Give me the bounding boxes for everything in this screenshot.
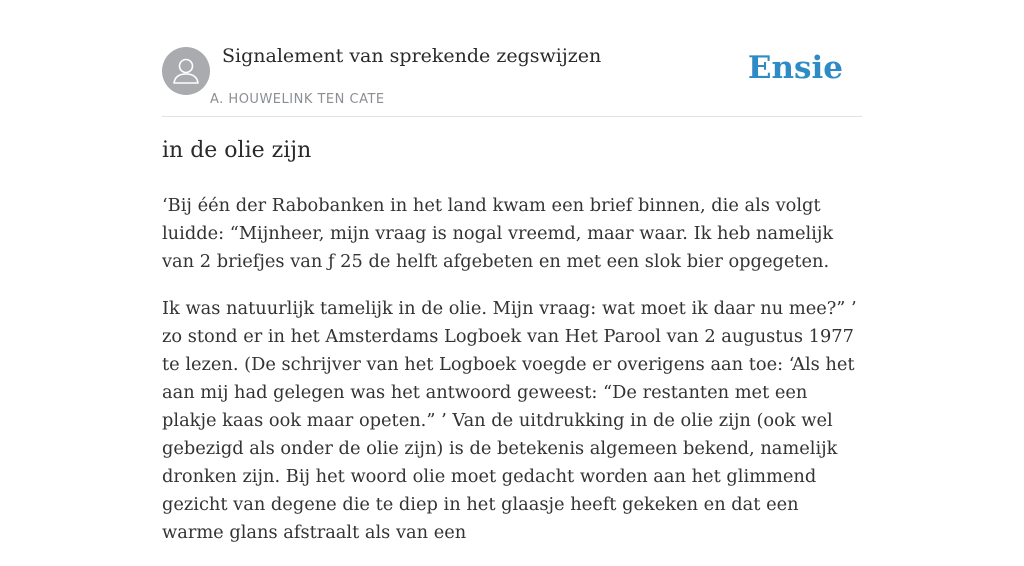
body-paragraph: ‘Bij één der Rabobanken in het land kwam een brief binnen, die als volgt luidde: “Mijnheer, mijn vraag is nogal vreemd, maar waar. Ik heb namelijk van 2 briefjes van ƒ 25 de helft afgebeten en met een slok bier opgegeten. bbox=[162, 195, 834, 272]
entry-body bbox=[162, 192, 864, 566]
body-paragraph: Ik was natuurlijk tamelijk in de olie. Mijn vraag: wat moet ik daar nu mee?” ’ zo stond er in het Amsterdams Logboek van Het Parool van 2 augustus 1977 te lezen. (De schrijver van het Logboek voegde er overigens aan toe: ‘Als het aan mij had gelegen was het antwoord geweest: “De restanten met een plakje kaas ook maar opeten.” ’ Van de uitdrukking in de olie zijn (ook wel gebezigd als onder de olie zijn) is de betekenis algemeen bekend, namelijk dronken zijn. Bij het woord olie moet gedacht worden aan het glimmend gezicht van degene die te diep in het glaasje heeft gekeken en dat een warme glans afstraalt als van een bbox=[162, 298, 857, 543]
ensie-logo[interactable]: Ensie bbox=[747, 50, 843, 86]
book-title-link[interactable]: Signalement van sprekende zegswijzen bbox=[222, 45, 602, 67]
header bbox=[162, 0, 862, 117]
user-avatar-icon[interactable] bbox=[162, 47, 210, 95]
user-silhouette-icon bbox=[162, 47, 210, 95]
entry-title: in de olie zijn bbox=[162, 138, 312, 163]
author-link[interactable]: A. HOUWELINK TEN CATE bbox=[210, 92, 385, 107]
